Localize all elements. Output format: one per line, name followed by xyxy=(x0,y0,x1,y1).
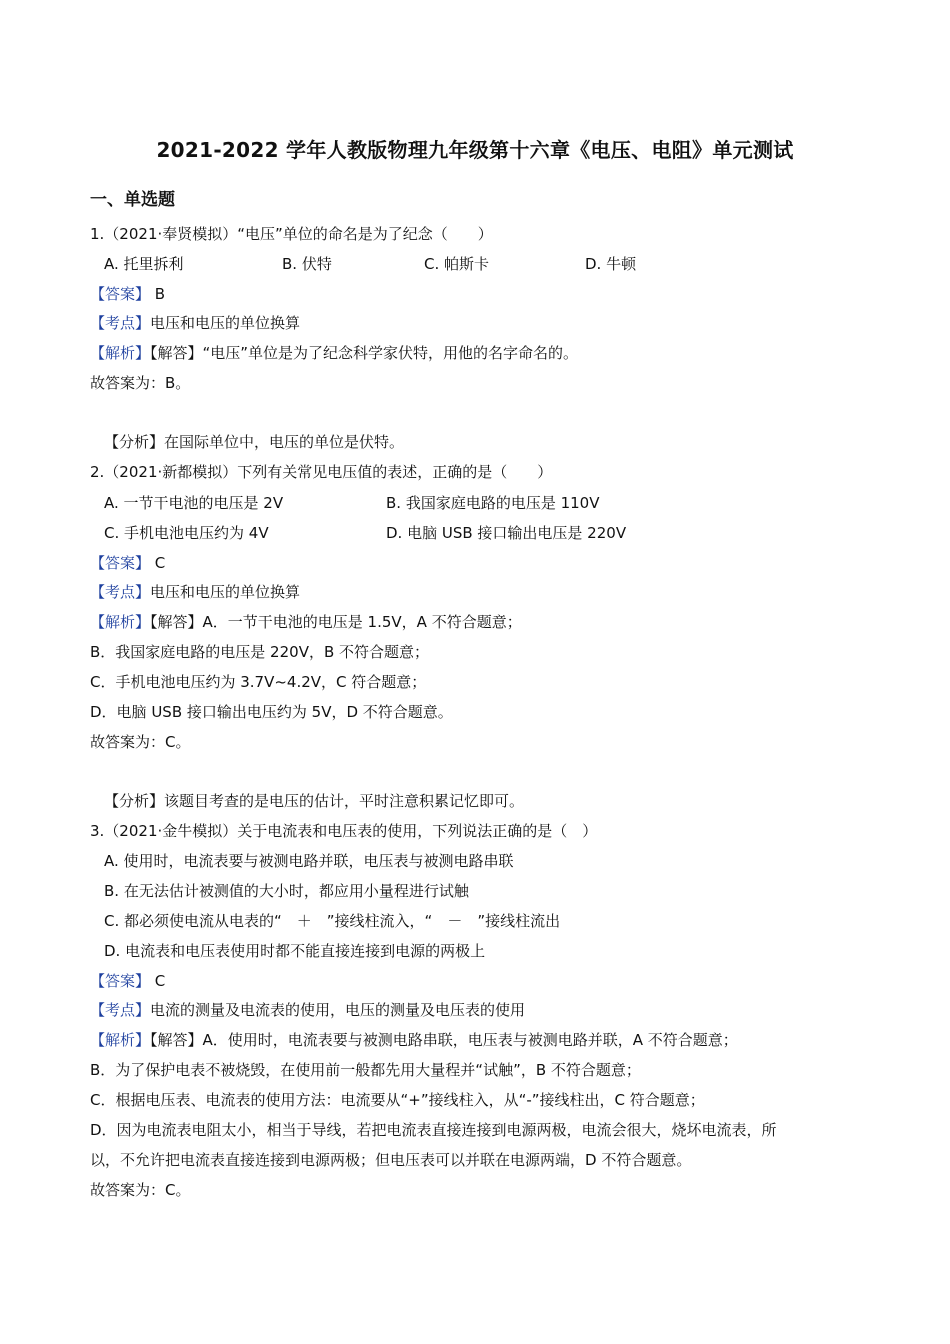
answer-value: C xyxy=(150,972,166,990)
question-3-option-d: D. 电流表和电压表使用时都不能直接连接到电源的两极上 xyxy=(104,942,486,960)
point-tag: 【考点】 xyxy=(90,314,151,332)
question-2-stem: 2.（2021·新都模拟）下列有关常见电压值的表述，正确的是（ ） xyxy=(90,463,553,481)
question-2-conclusion: 故答案为：C。 xyxy=(90,733,191,751)
question-1-answer xyxy=(90,284,165,304)
question-1-point xyxy=(90,313,300,333)
question-2-option-b: B. 我国家庭电路的电压是 110V xyxy=(386,494,600,512)
question-1-option-b: B. 伏特 xyxy=(282,255,332,273)
question-3-line-b: B．为了保护电表不被烧毁，在使用前一般都先用大量程并“试触”，B 不符合题意； xyxy=(90,1061,641,1079)
question-2-answer xyxy=(90,553,165,573)
question-2-option-d: D. 电脑 USB 接口输出电压是 220V xyxy=(386,524,627,542)
question-1-analysis xyxy=(90,343,578,363)
analysis-tag: 【解析】 xyxy=(90,613,151,631)
answer-tag: 【答案】 xyxy=(90,554,151,572)
question-2-option-c: C. 手机电池电压约为 4V xyxy=(104,524,269,542)
analysis-tag: 【解析】 xyxy=(90,344,151,362)
question-3-option-b: B. 在无法估计被测值的大小时，都应用小量程进行试触 xyxy=(104,882,469,900)
question-1-option-c: C. 帕斯卡 xyxy=(424,255,490,273)
question-2-fenxi: 【分析】该题目考查的是电压的估计，平时注意积累记忆即可。 xyxy=(104,792,525,810)
point-tag: 【考点】 xyxy=(90,1001,151,1019)
question-3-point xyxy=(90,1000,525,1020)
question-2-analysis xyxy=(90,612,522,632)
question-3-option-c: C. 都必须使电流从电表的“ ＋ ”接线柱流入，“ － ”接线柱流出 xyxy=(104,912,561,930)
question-3-stem: 3.（2021·金牛模拟）关于电流表和电压表的使用，下列说法正确的是（ ） xyxy=(90,822,598,840)
question-3-option-a: A. 使用时，电流表要与被测电路并联，电压表与被测电路串联 xyxy=(104,852,514,870)
question-3-conclusion: 故答案为：C。 xyxy=(90,1181,191,1199)
point-value: 电流的测量及电流表的使用，电压的测量及电压表的使用 xyxy=(150,1001,526,1019)
question-3-answer xyxy=(90,971,165,991)
answer-value: B xyxy=(150,285,166,303)
question-2-line-b: B．我国家庭电路的电压是 220V，B 不符合题意； xyxy=(90,643,430,661)
analysis-value: 【解答】A．使用时，电流表要与被测电路串联，电压表与被测电路并联，A 不符合题意； xyxy=(150,1031,738,1049)
question-2-line-d: D．电脑 USB 接口输出电压约为 5V，D 不符合题意。 xyxy=(90,703,453,721)
question-3-analysis xyxy=(90,1030,738,1050)
document-title: 2021-2022 学年人教版物理九年级第十六章《电压、电阻》单元测试 xyxy=(156,138,794,162)
question-2-line-c: C．手机电池电压约为 3.7V~4.2V，C 符合题意； xyxy=(90,673,427,691)
section-heading: 一、单选题 xyxy=(90,190,175,210)
question-1-option-d: D. 牛顿 xyxy=(585,255,637,273)
analysis-tag: 【解析】 xyxy=(90,1031,151,1049)
question-3-line-d-cont: 以，不允许把电流表直接连接到电源两极；但电压表可以并联在电源两端，D 不符合题意。 xyxy=(90,1151,692,1169)
question-3-line-c: C．根据电压表、电流表的使用方法：电流要从“+”接线柱入，从“-”接线柱出，C 符合题意； xyxy=(90,1091,705,1109)
point-value: 电压和电压的单位换算 xyxy=(150,314,301,332)
question-1-stem: 1.（2021·奉贤模拟）“电压”单位的命名是为了纪念（ ） xyxy=(90,225,493,243)
analysis-value: 【解答】“电压”单位是为了纪念科学家伏特，用他的名字命名的。 xyxy=(150,344,579,362)
analysis-value: 【解答】A．一节干电池的电压是 1.5V，A 不符合题意； xyxy=(150,613,522,631)
question-2-point xyxy=(90,582,300,602)
answer-tag: 【答案】 xyxy=(90,972,151,990)
question-1-option-a: A. 托里拆利 xyxy=(104,255,184,273)
answer-value: C xyxy=(150,554,166,572)
answer-tag: 【答案】 xyxy=(90,285,151,303)
question-3-line-d: D．因为电流表电阻太小，相当于导线，若把电流表直接连接到电源两极，电流会很大，烧坏电流表，所 xyxy=(90,1121,777,1139)
point-tag: 【考点】 xyxy=(90,583,151,601)
question-2-option-a: A. 一节干电池的电压是 2V xyxy=(104,494,284,512)
question-1-fenxi: 【分析】在国际单位中，电压的单位是伏特。 xyxy=(104,433,405,451)
point-value: 电压和电压的单位换算 xyxy=(150,583,301,601)
question-1-conclusion: 故答案为：B。 xyxy=(90,374,191,392)
